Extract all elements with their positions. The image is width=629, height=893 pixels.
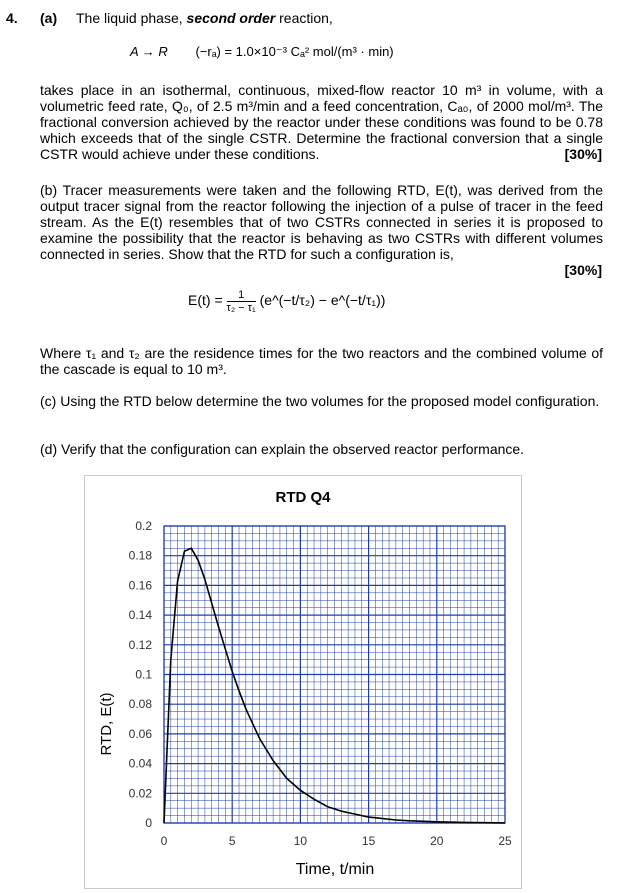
part-a-marks: [30%] (564, 146, 602, 162)
part-b-where: Where τ₁ and τ₂ are the residence times for the two reactors and the combined volume of the cascade is equal to 10 m³. (40, 345, 603, 377)
part-a-intro-end: reaction, (279, 10, 333, 26)
y-tick-labels (129, 519, 153, 830)
rtd-eq-num: 1 (227, 289, 256, 302)
y-axis-label: RTD, E(t) (98, 692, 115, 756)
rtd-eq-fraction (227, 289, 256, 314)
x-axis-label: Time, t/min (295, 861, 375, 878)
part-c-text: Using the RTD below determine the two volumes for the proposed model configuration. (60, 393, 600, 409)
chart-title: RTD Q4 (275, 489, 331, 506)
y-tick-label: 0.06 (128, 726, 152, 741)
part-d-label: (d) (40, 441, 58, 457)
x-tick-label: 0 (160, 834, 168, 848)
part-a-intro-plain: The liquid phase, (76, 10, 183, 26)
rtd-eq-rhs: (e^(−t/τ₂) − e^(−t/τ₁)) (259, 292, 386, 309)
x-tick-label: 25 (498, 834, 512, 848)
part-b-marks: [30%] (564, 262, 602, 278)
part-d-text: Verify that the configuration can explain the observed reactor performance. (61, 441, 525, 457)
x-tick-labels (161, 834, 512, 848)
part-a-label: (a) (40, 10, 58, 26)
rtd-equation (188, 289, 385, 314)
y-tick-label: 0.1 (135, 667, 152, 682)
part-b-label: (b) (40, 182, 58, 198)
y-tick-label: 0.14 (128, 608, 152, 623)
x-tick-label: 20 (430, 834, 444, 848)
y-tick-label: 0.18 (128, 548, 152, 563)
rtd-eq-lhs: E(t) = (188, 292, 223, 309)
rtd-chart (84, 475, 522, 889)
part-b-text: Tracer measurements were taken and the following RTD, E(t), was derived from the output tracer signal from the reactor following the injection of a pulse of tracer in the feed stream. As the E(t) resembles that of two CSTRs connected in series it is proposed to examine the possibility that the reactor is behaving as two CSTRs with different volumes connected in series. Show that the RTD for such a configuration is, (40, 182, 603, 262)
rate-expression: (−rₐ) = 1.0×10⁻³ Cₐ² mol/(m³ · min) (195, 44, 394, 59)
reaction-equation (130, 44, 394, 60)
y-tick-label: 0 (145, 816, 152, 830)
y-tick-label: 0.16 (128, 578, 152, 593)
y-tick-label: 0.04 (128, 756, 152, 771)
x-tick-label: 10 (293, 834, 308, 848)
part-a-intro-bold: second order (186, 10, 276, 26)
y-tick-label: 0.2 (135, 519, 152, 533)
part-a-intro (76, 10, 333, 26)
x-tick-label: 15 (361, 834, 376, 848)
question-number: 4. (6, 10, 18, 26)
y-tick-label: 0.02 (128, 786, 152, 801)
y-tick-label: 0.12 (128, 637, 152, 652)
part-c-label: (c) (40, 393, 57, 409)
part-a-text: takes place in an isothermal, continuous, mixed-flow reactor 10 m³ in volume, with a volumetric feed rate, Q₀, of 2.5 m³/min and a feed concentration, Cₐ₀, of 2000 mol/m³. The fractional conversion achieved by the reactor under these conditions was found to be 0.78 which exceeds that of the single CSTR. Determine the fractional conversion that a single CSTR would achieve under these conditions. (40, 82, 603, 162)
reaction: A → R (130, 44, 168, 59)
rtd-chart-svg (85, 476, 521, 888)
y-tick-label: 0.08 (128, 697, 152, 712)
part-d-paragraph (40, 441, 603, 457)
part-c-paragraph (40, 393, 603, 409)
x-tick-label: 5 (228, 834, 236, 848)
chart-grid (164, 526, 505, 823)
part-b-paragraph (40, 182, 603, 262)
rtd-eq-den: τ₂ − τ₁ (226, 302, 256, 314)
